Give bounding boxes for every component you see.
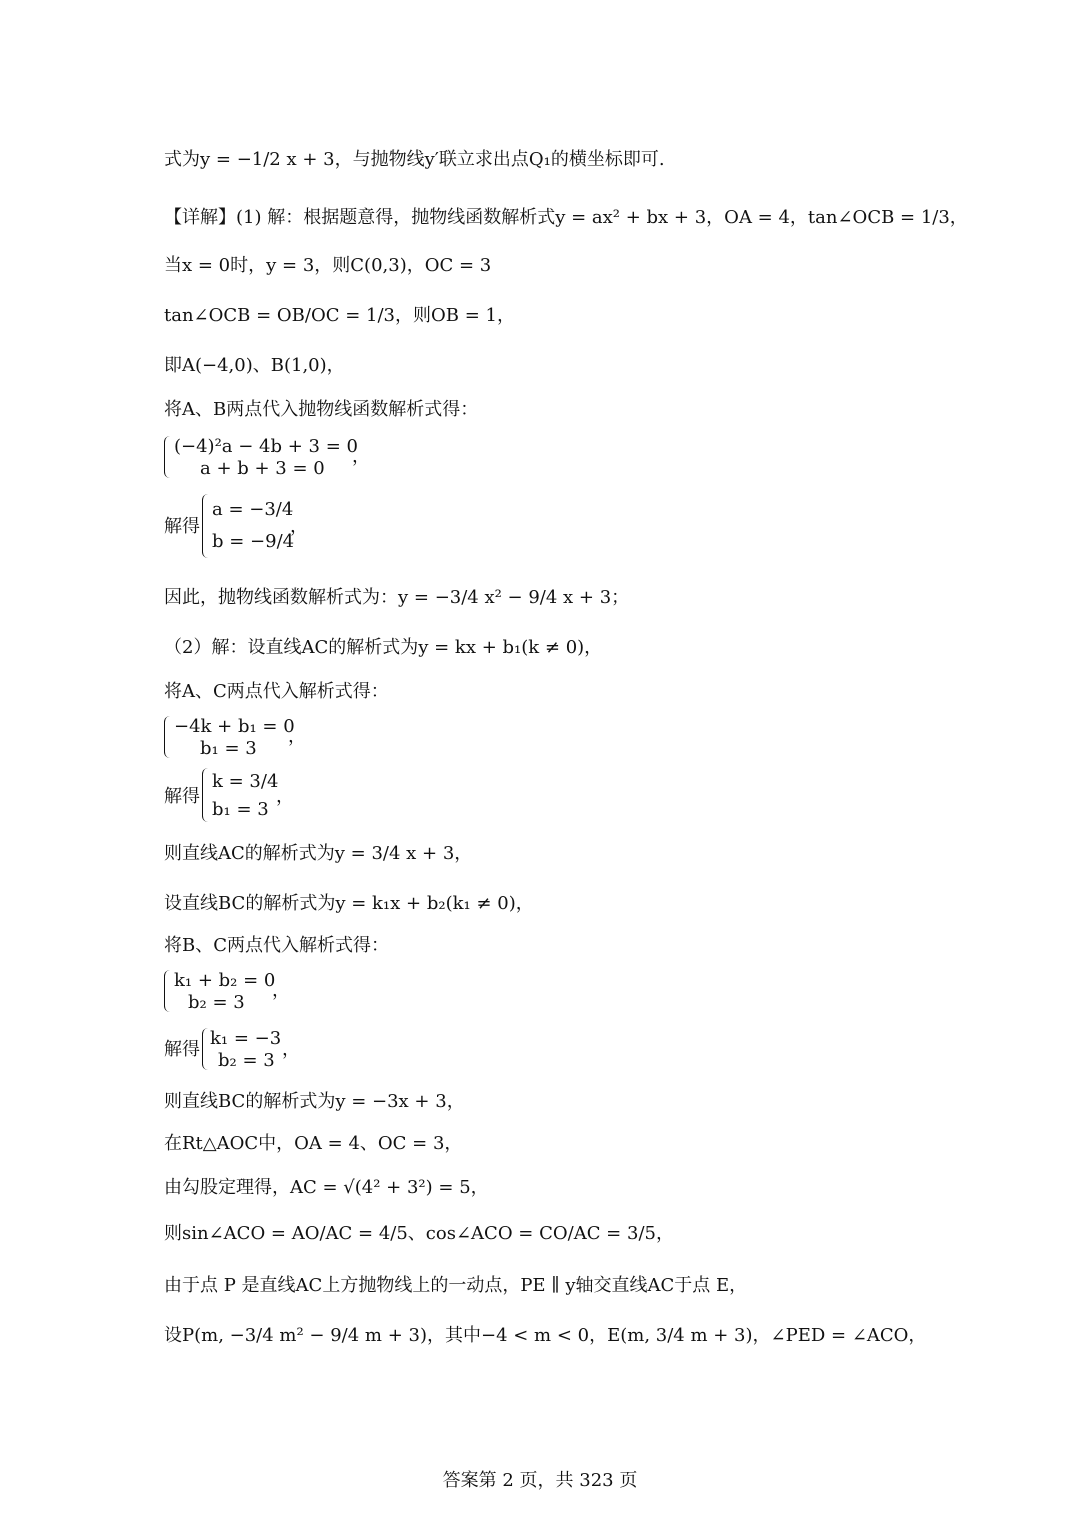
text-line: （2）解：设直线AC的解析式为y = kx + b₁(k ≠ 0)， <box>164 637 603 658</box>
punctuation: ， <box>272 980 290 1001</box>
equation-row: k = 3/4 <box>212 771 279 792</box>
text-line: 【详解】(1) 解：根据题意得，抛物线函数解析式y = ax² + bx + 3，OA = 4，tan∠OCB = 1/3， <box>164 207 968 228</box>
text-line: 当x = 0时，y = 3，则C(0,3)，OC = 3 <box>164 255 492 276</box>
equation-row: −4k + b₁ = 0 <box>174 716 295 737</box>
page-footer: 答案第 2 页，共 323 页 <box>442 1470 638 1491</box>
punctuation: ， <box>352 446 370 467</box>
equation-row: a + b + 3 = 0 <box>200 458 325 479</box>
brace <box>202 494 212 558</box>
equation-row: b = −9/4 <box>212 531 295 552</box>
text-line: 将A、C两点代入解析式得： <box>164 681 389 702</box>
equation-row: b₂ = 3 <box>218 1050 275 1071</box>
brace <box>164 436 174 478</box>
equation-row: a = −3/4 <box>212 499 294 520</box>
solve-label: 解得 <box>164 516 200 537</box>
solve-label: 解得 <box>164 786 200 807</box>
text-line: tan∠OCB = OB/OC = 1/3，则OB = 1， <box>164 305 515 326</box>
brace <box>164 716 174 758</box>
text-line: 式为y = −1/2 x + 3，与抛物线y′联立求出点Q₁的横坐标即可. <box>164 149 665 170</box>
punctuation: ， <box>290 516 308 537</box>
text-line: 将B、C两点代入解析式得： <box>164 935 389 956</box>
text-line: 则直线BC的解析式为y = −3x + 3， <box>164 1091 465 1112</box>
text-line: 设P(m, −3/4 m² − 9/4 m + 3)，其中−4 < m < 0，E(m, 3/4 m + 3)，∠PED = ∠ACO， <box>164 1325 927 1346</box>
equation-row: b₁ = 3 <box>212 799 269 820</box>
text-line: 则直线AC的解析式为y = 3/4 x + 3， <box>164 843 473 864</box>
equation-row: b₁ = 3 <box>200 738 257 759</box>
text-line: 则sin∠ACO = AO/AC = 4/5、cos∠ACO = CO/AC = 3/5， <box>164 1223 674 1244</box>
text-line: 将A、B两点代入抛物线函数解析式得： <box>164 399 479 420</box>
text-line: 由勾股定理得，AC = √(4² + 3²) = 5， <box>164 1177 489 1198</box>
solve-label: 解得 <box>164 1039 200 1060</box>
equation-row: b₂ = 3 <box>188 992 245 1013</box>
punctuation: ， <box>288 726 306 747</box>
text-line: 即A(−4,0)、B(1,0)， <box>164 355 345 376</box>
equation-row: (−4)²a − 4b + 3 = 0 <box>174 436 358 457</box>
text-line: 由于点 P 是直线AC上方抛物线上的一动点，PE ∥ y轴交直线AC于点 E， <box>164 1275 748 1296</box>
text-line: 因此，抛物线函数解析式为：y = −3/4 x² − 9/4 x + 3； <box>164 587 630 608</box>
equation-row: k₁ + b₂ = 0 <box>174 970 276 991</box>
text-line: 设直线BC的解析式为y = k₁x + b₂(k₁ ≠ 0)， <box>164 893 534 914</box>
brace <box>164 970 174 1012</box>
brace <box>202 768 212 822</box>
punctuation: ， <box>282 1039 300 1060</box>
equation-row: k₁ = −3 <box>210 1028 282 1049</box>
punctuation: ， <box>276 786 294 807</box>
text-line: 在Rt△AOC中，OA = 4、OC = 3， <box>164 1133 463 1154</box>
